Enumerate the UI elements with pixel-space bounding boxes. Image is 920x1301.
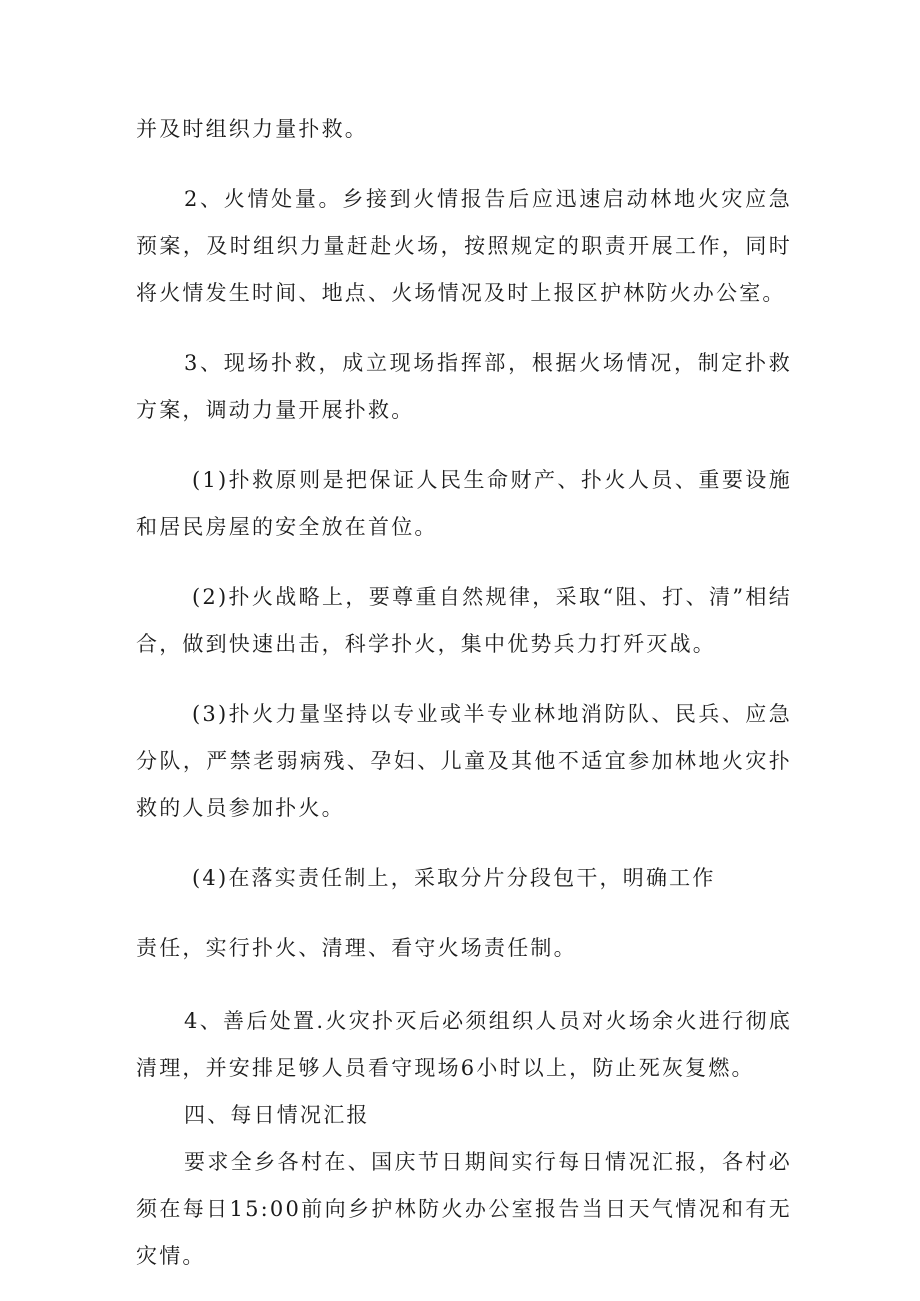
section-heading-daily-report: 四、每日情况汇报 <box>184 1103 370 1127</box>
paragraph-fire-handling: 2、火情处量。乡接到火情报告后应迅速启动林地火灾应急预案，及时组织力量赶赴火场，按照规定的职责开展工作，同时将火情发生时间、地点、火场情况及时上报区护林防火办公室。 <box>136 187 792 305</box>
paragraph-responsibility-continuation: 责任，实行扑火、清理、看守火场责任制。 <box>136 936 577 960</box>
paragraph-daily-report: 要求全乡各村在、国庆节日期间实行每日情况汇报，各村必须在每日15:00前向乡护林防火办公室报告当日天气情况和有无灾情。 <box>136 1150 792 1268</box>
paragraph-responsibility: (4)在落实责任制上，采取分片分段包干，明确工作 <box>192 866 716 890</box>
paragraph-rescue-forces: (3)扑火力量坚持以专业或半专业林地消防队、民兵、应急分队，严禁老弱病残、孕妇、儿童及其他不适宜参加林地火灾扑救的人员参加扑火。 <box>136 702 792 820</box>
paragraph-continuation: 并及时组织力量扑救。 <box>136 117 368 141</box>
paragraph-rescue-principle: (1)扑救原则是把保证人民生命财产、扑火人员、重要设施和居民房屋的安全放在首位。 <box>136 468 792 539</box>
paragraph-aftermath: 4、善后处置.火灾扑灭后必须组织人员对火场余火进行彻底清理，并安排足够人员看守现场6小时以上，防止死灰复燃。 <box>136 1009 792 1080</box>
paragraph-rescue-strategy: (2)扑火战略上，要尊重自然规律，采取“阻、打、清”相结合，做到快速出击，科学扑火，集中优势兵力打歼灭战。 <box>136 585 792 656</box>
paragraph-onsite-rescue: 3、现场扑救，成立现场指挥部，根据火场情况，制定扑救方案，调动力量开展扑救。 <box>136 351 792 422</box>
